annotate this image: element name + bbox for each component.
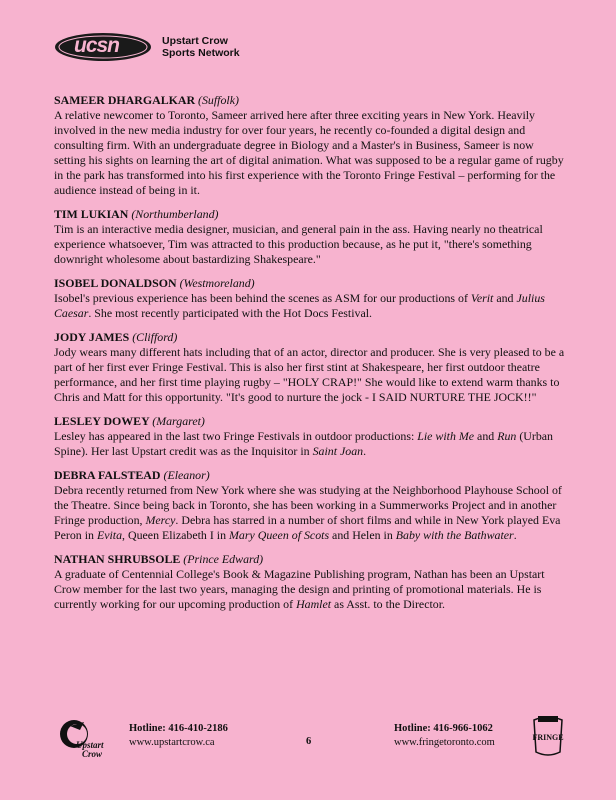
cast-name: DEBRA FALSTEAD [54,468,161,482]
cast-role: (Suffolk) [198,93,239,107]
bio-text: Tim is an interactive media designer, musician, and general pain in the ass. Having nearly no theatrical experience whatsoever, Tim was attracted to this production because, as he put it, "there's something downright wholesome about bastardizing Shakespeare." [54,222,543,266]
cast-name: NATHAN SHRUBSOLE [54,552,181,566]
bio-lesley-dowey [54,414,566,459]
bio-tim-lukian [54,207,566,267]
left-contact [129,722,228,750]
cast-role: (Clifford) [132,330,178,344]
cast-role: (Margaret) [152,414,205,428]
page-header [54,32,240,62]
logo-text: ucsn [74,34,120,57]
bio-text: A relative newcomer to Toronto, Sameer arrived here after three exciting years in New York. Heavily involved in the new media industry for over four years, he recently co-founded a digital design and consulting firm. With an undergraduate degree in Biology and a Master's in Business, Sameer is now setting his sights on learning the art of digital animation. What was supposed to be a regular game of rugby in the park has transformed into his first experience with the Toronto Fringe Festival – performing for the audience instead of being in it. [54,108,564,197]
bio-text: Lesley has appeared in the last two Fringe Festivals in outdoor productions: Lie with Me and Run (Urban Spine). Her last Upstart credit was as the Inquisitor in Saint Joan. [54,429,554,458]
left-hotline: Hotline: 416-410-2186 [129,723,228,734]
right-url[interactable]: www.fringetoronto.com [394,737,495,748]
fringe-logo [526,712,570,767]
logo-line1: Upstart [76,740,104,750]
bio-text: Jody wears many different hats including that of an actor, director and producer. She is very pleased to be a part of her first ever Fringe Festival. This is also her first stint at Shakespeare, her first outdoor theatre performance, and her first time playing rugby – "HOLY CRAP!" She would like to extend warm thanks to Chris and Matt for this opportunity. "It's good to nurture the jock - I SAID NURTURE THE JOCK!!" [54,345,565,404]
bio-text: Debra recently returned from New York where she was studying at the Neighborhood Playhouse School of the Theatre. Since being back in Toronto, she has been working in a Summerworks Project and in another Fringe production, Mercy. Debra has starred in a number of short films and while in New York played Eva Peron in Evita, Queen Elizabeth I in Mary Queen of Scots and Helen in Baby with the Bathwater. [54,483,562,542]
bio-debra-falstead [54,468,566,543]
cast-role: (Eleanor) [163,468,210,482]
logo-line2: Crow [82,749,103,759]
page-number: 6 [306,736,312,747]
bio-text: Isobel's previous experience has been behind the scenes as ASM for our productions of Verit and Julius Caesar. She most recently participated with the Hot Docs Festival. [54,291,545,320]
right-contact [394,722,495,750]
upstart-crow-logo [56,712,120,765]
organization-name: Upstart Crow Sports Network [162,35,240,59]
cast-role: (Northumberland) [131,207,219,221]
bio-text: A graduate of Centennial College's Book & Magazine Publishing program, Nathan has been an Upstart Crow member for the last two years, managing the design and printing of promotional materials. He is currently working for our upcoming production of Hamlet as Asst. to the Director. [54,567,545,611]
cast-bios [54,93,566,621]
cast-name: JODY JAMES [54,330,130,344]
cast-role: (Prince Edward) [183,552,264,566]
bio-jody-james [54,330,566,405]
bio-isobel-donaldson [54,276,566,321]
cast-name: ISOBEL DONALDSON [54,276,177,290]
cast-name: LESLEY DOWEY [54,414,150,428]
bio-sameer-dhargalkar [54,93,566,198]
right-hotline: Hotline: 416-966-1062 [394,723,493,734]
cast-name: SAMEER DHARGALKAR [54,93,196,107]
left-url[interactable]: www.upstartcrow.ca [129,737,215,748]
bio-nathan-shrubsole [54,552,566,612]
page-footer [0,712,616,772]
cast-role: (Westmoreland) [179,276,255,290]
cast-name: TIM LUKIAN [54,207,129,221]
fringe-logo-text: FRINGE [532,733,564,742]
ucsn-logo [54,32,152,62]
